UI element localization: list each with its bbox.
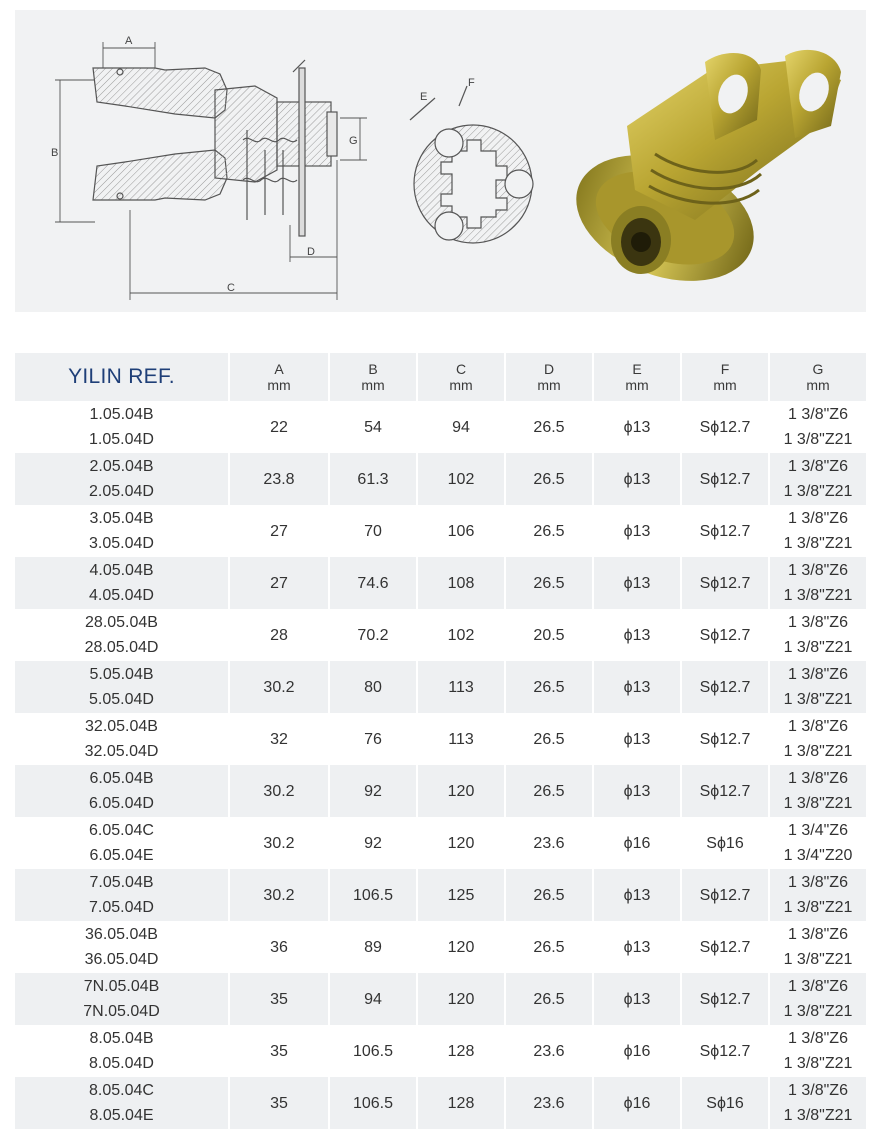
ref-code: 3.05.04B xyxy=(89,510,154,527)
cell-ref xyxy=(15,1077,229,1129)
ref-code: 5.05.04D xyxy=(89,691,154,708)
spline-spec: 1 3/8"Z21 xyxy=(783,1107,853,1124)
table-row xyxy=(15,401,866,453)
cell-e: ϕ13 xyxy=(593,869,681,921)
cell-g xyxy=(769,921,866,973)
ref-code: 36.05.04D xyxy=(84,951,159,968)
ref-code: 7.05.04D xyxy=(89,899,154,916)
cell-d: 20.5 xyxy=(505,609,593,661)
cell-f: Sϕ12.7 xyxy=(681,609,769,661)
cell-d: 26.5 xyxy=(505,765,593,817)
cell-d: 23.6 xyxy=(505,1077,593,1129)
cell-f: Sϕ12.7 xyxy=(681,557,769,609)
cell-c: 120 xyxy=(417,921,505,973)
cell-b: 54 xyxy=(329,401,417,453)
ref-code: 4.05.04D xyxy=(89,587,154,604)
ref-code: 32.05.04B xyxy=(85,718,158,735)
ref-code: 36.05.04B xyxy=(85,926,158,943)
spline-spec: 1 3/8"Z21 xyxy=(783,951,853,968)
cell-g xyxy=(769,557,866,609)
spline-spec: 1 3/8"Z21 xyxy=(783,1055,853,1072)
spline-spec: 1 3/8"Z6 xyxy=(788,926,848,943)
cell-d: 26.5 xyxy=(505,557,593,609)
cell-a: 32 xyxy=(229,713,329,765)
dim-label-f: F xyxy=(468,77,475,89)
cell-f: Sϕ12.7 xyxy=(681,921,769,973)
cell-b: 70.2 xyxy=(329,609,417,661)
ref-code: 28.05.04D xyxy=(84,639,159,656)
table-row xyxy=(15,869,866,921)
cell-b: 80 xyxy=(329,661,417,713)
header-c-name: C xyxy=(455,361,467,377)
cell-f: Sϕ12.7 xyxy=(681,453,769,505)
cell-f: Sϕ12.7 xyxy=(681,505,769,557)
cell-b: 94 xyxy=(329,973,417,1025)
header-g-name: G xyxy=(812,361,824,377)
cell-c: 102 xyxy=(417,453,505,505)
dim-label-a: A xyxy=(125,35,133,47)
header-ref: YILIN REF. xyxy=(15,353,229,401)
cell-g xyxy=(769,1077,866,1129)
cell-f: Sϕ12.7 xyxy=(681,869,769,921)
cell-f: Sϕ12.7 xyxy=(681,713,769,765)
cell-f: Sϕ12.7 xyxy=(681,1025,769,1077)
cell-c: 113 xyxy=(417,661,505,713)
spline-spec: 1 3/8"Z21 xyxy=(783,691,853,708)
table-header-row xyxy=(15,353,866,401)
cell-d: 26.5 xyxy=(505,973,593,1025)
cell-ref xyxy=(15,869,229,921)
cell-d: 26.5 xyxy=(505,505,593,557)
cell-g xyxy=(769,609,866,661)
cell-g xyxy=(769,505,866,557)
cell-c: 128 xyxy=(417,1025,505,1077)
table-row xyxy=(15,1077,866,1129)
ref-code: 5.05.04B xyxy=(89,666,154,683)
cell-ref xyxy=(15,505,229,557)
cell-b: 106.5 xyxy=(329,869,417,921)
dim-label-d: D xyxy=(307,246,315,258)
table-row xyxy=(15,609,866,661)
ref-code: 32.05.04D xyxy=(84,743,159,760)
spline-spec: 1 3/8"Z21 xyxy=(783,535,853,552)
ref-code: 8.05.04E xyxy=(89,1107,154,1124)
ref-code: 8.05.04D xyxy=(89,1055,154,1072)
cell-f: Sϕ12.7 xyxy=(681,973,769,1025)
spline-spec: 1 3/8"Z6 xyxy=(788,770,848,787)
cell-ref xyxy=(15,453,229,505)
cell-b: 74.6 xyxy=(329,557,417,609)
cell-g xyxy=(769,765,866,817)
cell-g xyxy=(769,1025,866,1077)
spline-spec: 1 3/8"Z21 xyxy=(783,483,853,500)
cell-b: 89 xyxy=(329,921,417,973)
spline-spec: 1 3/8"Z21 xyxy=(783,431,853,448)
ref-code: 2.05.04D xyxy=(89,483,154,500)
cell-b: 106.5 xyxy=(329,1077,417,1129)
cell-d: 26.5 xyxy=(505,401,593,453)
table-row xyxy=(15,1025,866,1077)
cell-d: 26.5 xyxy=(505,869,593,921)
cell-g xyxy=(769,869,866,921)
cell-c: 113 xyxy=(417,713,505,765)
dim-label-g: G xyxy=(349,135,358,147)
header-e xyxy=(593,353,681,401)
table-row xyxy=(15,817,866,869)
ref-code: 6.05.04C xyxy=(89,822,154,839)
ref-code: 6.05.04B xyxy=(89,770,154,787)
cell-ref xyxy=(15,401,229,453)
cell-d: 23.6 xyxy=(505,1025,593,1077)
yoke-product-image xyxy=(559,50,841,304)
cell-ref xyxy=(15,765,229,817)
cell-b: 76 xyxy=(329,713,417,765)
cell-e: ϕ13 xyxy=(593,453,681,505)
dim-label-b: B xyxy=(51,147,59,159)
cell-f: Sϕ12.7 xyxy=(681,765,769,817)
table-row xyxy=(15,921,866,973)
cell-c: 108 xyxy=(417,557,505,609)
spline-spec: 1 3/4"Z6 xyxy=(788,822,848,839)
cell-d: 26.5 xyxy=(505,921,593,973)
cell-a: 27 xyxy=(229,557,329,609)
ref-code: 7.05.04B xyxy=(89,874,154,891)
ref-code: 4.05.04B xyxy=(89,562,154,579)
cell-c: 120 xyxy=(417,973,505,1025)
spline-spec: 1 3/8"Z6 xyxy=(788,1030,848,1047)
cell-f: Sϕ12.7 xyxy=(681,401,769,453)
cell-ref xyxy=(15,973,229,1025)
table-row xyxy=(15,973,866,1025)
cell-f: Sϕ16 xyxy=(681,1077,769,1129)
specification-table xyxy=(15,353,866,1129)
cell-g xyxy=(769,973,866,1025)
cell-a: 30.2 xyxy=(229,817,329,869)
cell-a: 22 xyxy=(229,401,329,453)
cell-a: 28 xyxy=(229,609,329,661)
header-a-unit: mm xyxy=(267,377,291,393)
ref-code: 7N.05.04D xyxy=(83,1003,160,1020)
ref-code: 8.05.04B xyxy=(89,1030,154,1047)
spline-spec: 1 3/8"Z6 xyxy=(788,614,848,631)
cell-d: 23.6 xyxy=(505,817,593,869)
table-row xyxy=(15,713,866,765)
cell-a: 27 xyxy=(229,505,329,557)
cell-e: ϕ16 xyxy=(593,1077,681,1129)
cell-a: 35 xyxy=(229,1077,329,1129)
spline-spec: 1 3/8"Z21 xyxy=(783,743,853,760)
ref-code: 6.05.04D xyxy=(89,795,154,812)
spline-spec: 1 3/8"Z21 xyxy=(783,795,853,812)
dim-label-c: C xyxy=(227,282,235,294)
header-c xyxy=(417,353,505,401)
ref-code: 3.05.04D xyxy=(89,535,154,552)
header-d-name: D xyxy=(543,361,555,377)
cell-ref xyxy=(15,557,229,609)
ref-code: 6.05.04E xyxy=(89,847,154,864)
cell-c: 94 xyxy=(417,401,505,453)
table-row xyxy=(15,765,866,817)
cell-e: ϕ13 xyxy=(593,401,681,453)
cell-a: 35 xyxy=(229,973,329,1025)
ref-code: 1.05.04D xyxy=(89,431,154,448)
cell-ref xyxy=(15,1025,229,1077)
cell-a: 23.8 xyxy=(229,453,329,505)
cell-a: 30.2 xyxy=(229,765,329,817)
header-d xyxy=(505,353,593,401)
cell-c: 125 xyxy=(417,869,505,921)
cross-section-view xyxy=(410,86,533,243)
header-f-unit: mm xyxy=(713,377,737,393)
cell-g xyxy=(769,401,866,453)
dim-label-e: E xyxy=(420,91,428,103)
ref-code: 7N.05.04B xyxy=(83,978,160,995)
cell-e: ϕ13 xyxy=(593,661,681,713)
spline-spec: 1 3/8"Z21 xyxy=(783,1003,853,1020)
header-f xyxy=(681,353,769,401)
cell-c: 128 xyxy=(417,1077,505,1129)
ref-code: 28.05.04B xyxy=(85,614,158,631)
table-row xyxy=(15,453,866,505)
cell-f: Sϕ12.7 xyxy=(681,661,769,713)
cell-a: 35 xyxy=(229,1025,329,1077)
spline-spec: 1 3/8"Z21 xyxy=(783,899,853,916)
table-body xyxy=(15,401,866,1129)
cell-g xyxy=(769,713,866,765)
cell-ref xyxy=(15,609,229,661)
spline-spec: 1 3/8"Z21 xyxy=(783,639,853,656)
side-section-view xyxy=(93,60,337,236)
cell-g xyxy=(769,661,866,713)
cell-g xyxy=(769,453,866,505)
header-a xyxy=(229,353,329,401)
header-b-name: B xyxy=(368,361,378,377)
header-a-name: A xyxy=(274,361,284,377)
cell-c: 120 xyxy=(417,817,505,869)
technical-drawing xyxy=(15,10,866,312)
cell-b: 92 xyxy=(329,765,417,817)
cell-e: ϕ13 xyxy=(593,765,681,817)
cell-e: ϕ13 xyxy=(593,921,681,973)
spline-spec: 1 3/8"Z6 xyxy=(788,666,848,683)
header-b xyxy=(329,353,417,401)
cell-e: ϕ13 xyxy=(593,505,681,557)
spline-spec: 1 3/8"Z6 xyxy=(788,1082,848,1099)
cell-b: 61.3 xyxy=(329,453,417,505)
cell-g xyxy=(769,817,866,869)
cell-c: 102 xyxy=(417,609,505,661)
ref-code: 2.05.04B xyxy=(89,458,154,475)
table-row xyxy=(15,661,866,713)
spline-spec: 1 3/8"Z6 xyxy=(788,718,848,735)
header-f-name: F xyxy=(720,361,730,377)
cell-c: 120 xyxy=(417,765,505,817)
header-e-name: E xyxy=(632,361,642,377)
cell-b: 70 xyxy=(329,505,417,557)
cell-e: ϕ16 xyxy=(593,1025,681,1077)
header-b-unit: mm xyxy=(361,377,385,393)
table-row xyxy=(15,505,866,557)
cell-b: 92 xyxy=(329,817,417,869)
cell-b: 106.5 xyxy=(329,1025,417,1077)
spline-spec: 1 3/8"Z6 xyxy=(788,562,848,579)
header-g xyxy=(769,353,866,401)
spline-spec: 1 3/8"Z6 xyxy=(788,874,848,891)
cell-e: ϕ16 xyxy=(593,817,681,869)
cell-a: 30.2 xyxy=(229,661,329,713)
cell-ref xyxy=(15,713,229,765)
spline-spec: 1 3/8"Z6 xyxy=(788,406,848,423)
ref-code: 8.05.04C xyxy=(89,1082,154,1099)
cell-d: 26.5 xyxy=(505,661,593,713)
header-g-unit: mm xyxy=(806,377,830,393)
cell-a: 36 xyxy=(229,921,329,973)
ref-code: 1.05.04B xyxy=(89,406,154,423)
cell-e: ϕ13 xyxy=(593,973,681,1025)
product-figure xyxy=(15,10,866,312)
header-c-unit: mm xyxy=(449,377,473,393)
cell-d: 26.5 xyxy=(505,453,593,505)
header-e-unit: mm xyxy=(625,377,649,393)
header-d-unit: mm xyxy=(537,377,561,393)
cell-a: 30.2 xyxy=(229,869,329,921)
table-row xyxy=(15,557,866,609)
cell-e: ϕ13 xyxy=(593,557,681,609)
cell-e: ϕ13 xyxy=(593,609,681,661)
cell-e: ϕ13 xyxy=(593,713,681,765)
cell-d: 26.5 xyxy=(505,713,593,765)
cell-ref xyxy=(15,661,229,713)
cell-f: Sϕ16 xyxy=(681,817,769,869)
spline-spec: 1 3/8"Z6 xyxy=(788,458,848,475)
cell-ref xyxy=(15,921,229,973)
spline-spec: 1 3/8"Z6 xyxy=(788,510,848,527)
spline-spec: 1 3/8"Z6 xyxy=(788,978,848,995)
spline-spec: 1 3/8"Z21 xyxy=(783,587,853,604)
cell-c: 106 xyxy=(417,505,505,557)
spline-spec: 1 3/4"Z20 xyxy=(783,847,853,864)
cell-ref xyxy=(15,817,229,869)
